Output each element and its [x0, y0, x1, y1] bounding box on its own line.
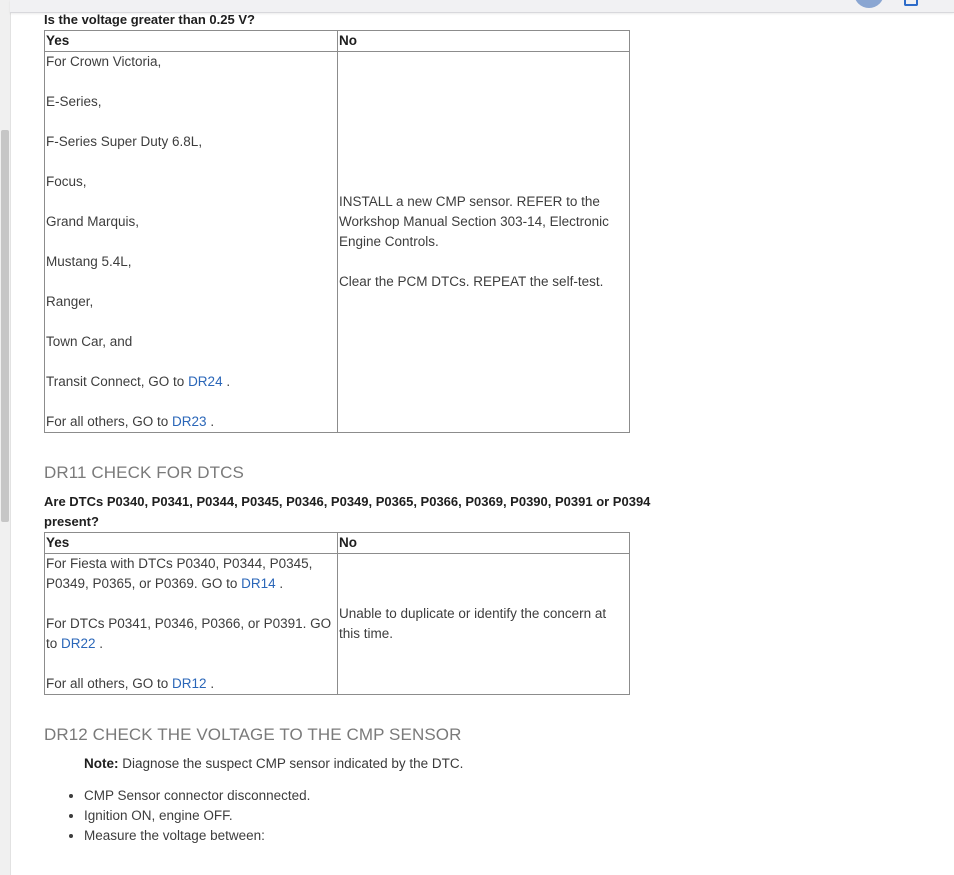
cell-paragraph: [46, 252, 336, 272]
paragraph-text: Clear the PCM DTCs. REPEAT the self-test.: [339, 274, 604, 289]
goto-link-dr23[interactable]: DR23: [172, 414, 207, 429]
dr11-table: [44, 532, 630, 695]
left-rail: [0, 0, 11, 875]
dr11-no-cell: [338, 554, 630, 695]
cell-paragraph: [46, 172, 336, 192]
paragraph-text: For Fiesta with DTCs P0340, P0344, P0345, P0349, P0365, or P0369. GO to: [46, 556, 313, 591]
paragraph-text: Transit Connect, GO to: [46, 374, 189, 389]
scrollbar-thumb[interactable]: [1, 130, 9, 522]
paragraph-text: Ranger,: [46, 294, 94, 309]
cell-paragraph: [339, 192, 628, 252]
dr10-yes-header: Yes: [45, 31, 338, 52]
avatar[interactable]: [854, 0, 884, 8]
goto-link-dr24[interactable]: DR24: [188, 374, 223, 389]
dr11-yes-header: Yes: [45, 533, 338, 554]
paragraph-suffix: .: [95, 636, 104, 651]
list-item: • CMP Sensor connector disconnected.: [84, 786, 310, 806]
cell-paragraph: [46, 554, 336, 594]
dr10-no-header: No: [338, 31, 630, 52]
document-icon[interactable]: [904, 0, 918, 6]
dr11-no-header: No: [338, 533, 630, 554]
cell-paragraph: [46, 132, 336, 152]
paragraph-text: Town Car, and: [46, 334, 133, 349]
cell-paragraph: [46, 412, 336, 432]
note-text: Diagnose the suspect CMP sensor indicated by the DTC.: [118, 756, 464, 771]
paragraph-text: For all others, GO to: [46, 414, 173, 429]
cell-paragraph: [46, 614, 336, 654]
paragraph-suffix: .: [222, 374, 231, 389]
cell-paragraph: [46, 332, 336, 352]
steps-list: [64, 786, 310, 846]
paragraph-text: INSTALL a new CMP sensor. REFER to the Workshop Manual Section 303-14, Electronic Engine Controls.: [339, 194, 609, 249]
list-item: • Measure the voltage between:: [84, 826, 310, 846]
goto-link-dr12[interactable]: DR12: [172, 676, 207, 691]
note: [84, 754, 463, 774]
dr10-no-cell: [338, 52, 630, 433]
cell-paragraph: [46, 52, 336, 72]
cell-paragraph: [339, 272, 628, 292]
paragraph-text: Mustang 5.4L,: [46, 254, 132, 269]
dr11-heading: DR11 CHECK FOR DTCS: [44, 463, 244, 482]
dr10-question: Is the voltage greater than 0.25 V?: [44, 12, 255, 27]
cell-paragraph: [339, 604, 628, 644]
paragraph-text: For DTCs P0341, P0346, P0366, or P0391. GO to: [46, 616, 332, 651]
paragraph-text: For all others, GO to: [46, 676, 173, 691]
paragraph-suffix: .: [275, 576, 284, 591]
paragraph-text: Grand Marquis,: [46, 214, 140, 229]
dr10-table: [44, 30, 630, 433]
cell-paragraph: [46, 92, 336, 112]
dr11-question: Are DTCs P0340, P0341, P0344, P0345, P0346, P0349, P0365, P0366, P0369, P0390, P0391 or P0394 present?: [44, 494, 651, 529]
cell-paragraph: [46, 674, 336, 694]
goto-link-dr22[interactable]: DR22: [61, 636, 96, 651]
goto-link-dr14[interactable]: DR14: [241, 576, 276, 591]
paragraph-text: F-Series Super Duty 6.8L,: [46, 134, 203, 149]
list-item: • Ignition ON, engine OFF.: [84, 806, 310, 826]
dr10-yes-cell: [45, 52, 338, 433]
paragraph-text: Focus,: [46, 174, 87, 189]
cell-paragraph: [46, 292, 336, 312]
cell-paragraph: [46, 212, 336, 232]
paragraph-text: For Crown Victoria,: [46, 54, 162, 69]
paragraph-suffix: .: [206, 676, 215, 691]
dr12-heading: DR12 CHECK THE VOLTAGE TO THE CMP SENSOR: [44, 725, 462, 744]
dr11-yes-cell: [45, 554, 338, 695]
paragraph-text: Unable to duplicate or identify the concern at this time.: [339, 606, 607, 641]
paragraph-suffix: .: [206, 414, 215, 429]
paragraph-text: E-Series,: [46, 94, 102, 109]
cell-paragraph: [46, 372, 336, 392]
note-label: Note:: [84, 756, 119, 771]
